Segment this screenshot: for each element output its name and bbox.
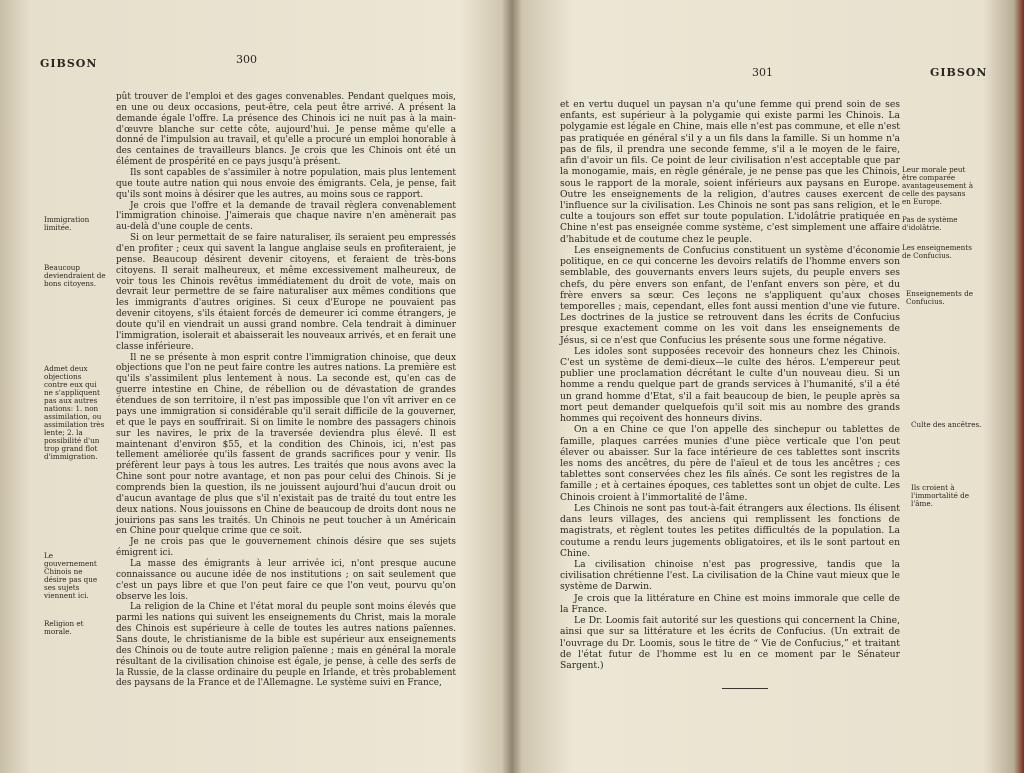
paragraph: La civilisation chinoise n'est pas progressive, tandis que la civilisation chrétienne l'est. La civilisation de la Chine vaut mieux que le système de Darwin. <box>560 558 900 593</box>
right-body-text <box>560 99 900 671</box>
end-rule <box>722 688 768 689</box>
margin-note-objections: Admet deux objections contre eux qui ne s'appliquent pas aux autres nations: 1. non assimilation, ou assimilation très lente; 2. la possibilité d'un trop grand flot d'immigration. <box>44 364 105 461</box>
margin-note-immortality: Ils croient à l'immortalité de l'âme. <box>911 483 970 508</box>
margin-note-confucius: Les enseignements de Confucius. <box>902 243 972 260</box>
paragraph: Je ne crois pas que le gouvernement chinois désire que ses sujets émigrent ici. <box>116 537 456 559</box>
paragraph: et en vertu duquel un paysan n'a qu'une femme qui prend soin de ses enfants, est supérieur à la polygamie qui existe parmi les Chinois. La polygamie est légale en Chine, mais elle n'est pas commune, et elle n'est pas pratiquée en général s'il y a un fils dans la famille. Si un homme n'a pas de fils, il prendra une seconde femme, s'il a le moyen de le faire, afin d'avoir un fils. Ce point de leur civilisation n'est acceptable que par la monogamie, mais, en règle générale, je ne pense pas que les Chinois, sous le rapport de la morale, soient inférieurs aux paysans en Europe. Outre les enseignements de la religion, d'autres causes exercent de l'influence sur la civilisation. Les Chinois ne sont pas sans religion, et le culte a toujours son effet sur toute population. L'idolâtrie pratiquée en Chine n'est pas enseignée comme système, c'est simplement une affaire d'habitude et de coutume chez le peuple. <box>560 99 900 245</box>
margin-note-ancestors: Culte des ancêtres. <box>911 420 982 429</box>
paragraph: La religion de la Chine et l'état moral du peuple sont moins élevés que parmi les nations qui suivent les enseignements du Christ, mais la morale des Chinois est supérieure à celle de toutes les autres nations païennes. Sans doute, le christianisme de la bible est supérieur aux enseignements des Chinois ou de toute autre religion païenne ; mais en général la morale résultant de la civilisation chinoise est égale, je pense, à celle des serfs de la Russie, de la classe ordinaire du peuple en Irlande, et très probablement des paysans de la France et de l'Allemagne. Le système suivi en France, <box>116 602 456 689</box>
margin-note-immigration: Immigration limitée. <box>44 215 90 232</box>
running-head-left: GIBSON <box>40 57 98 70</box>
paragraph: Le Dr. Loomis fait autorité sur les questions qui concernent la Chine, ainsi que sur sa littérature et les écrits de Confucius. (Un extrait de l'ouvrage du Dr. Loomis, sous le titre de “ Vie de Confucius,” et traitant de l'état futur de l'homme est lu en ce moment par le Sénateur Sargent.) <box>560 615 900 671</box>
paragraph: Les idoles sont supposées recevoir des honneurs chez les Chinois. C'est un système de demi-dieux—le culte des héros. L'empereur peut publier une proclamation décrétant le culte d'un nouveau dieu. Si un homme a rendu quelque part de grands services à l'humanité, s'il a été un grand homme d'Etat, s'il a fait beaucoup de bien, le peuple après sa mort peut demander quelquefois qu'il soit mis au nombre des grands hommes qui reçoivent des honneurs divins. <box>560 345 900 425</box>
margin-note-government: Le gouvernement Chinois ne désire pas que ses sujets viennent ici. <box>44 551 98 600</box>
paragraph: pût trouver de l'emploi et des gages convenables. Pendant quelques mois, en une ou deux occasions, peut-être, cela peut être arrivé. A présent la demande égale l'offre. La présence des Chinois ici ne nuit pas à la main-d'œuvre blanche sur cette côte, aujourd'hui. Je pense même qu'elle a donné de l'impulsion au travail, et qu'elle a procuré un emploi honorable à des centaines de travailleurs blancs. Je crois que les Chinois ont été un élément de prospérité en ce pays jusqu'à présent. <box>116 92 456 168</box>
paragraph: Il ne se présente à mon esprit contre l'immigration chinoise, que deux objections que l'on ne peut faire contre les autres nations. La première est qu'ils s'assimilent plus lentement à nous. La seconde est, qu'en cas de guerre intestine en Chine, de rébellion ou de dévastation de grandes étendues de son territoire, il n'est pas impossible que l'on vît arriver en ce pays une immigration si considérable qu'il serait difficile de la gouverner, et que le pays en souffrirait. Si on limite le nombre des passagers chinois sur les navires, le prix de la traversée deviendra plus élevé. Il est maintenant d'environ $55, et la condition des Chinois, ici, n'est pas tellement améliorée qu'ils fassent de grands sacrifices pour y venir. Ils préfèrent leur pays à tous les autres. Les traités que nous avons avec la Chine sont pour notre avantage, et non pas pour celui des Chinois. Si je comprends bien la question, ils ne jouissent aujourd'hui d'aucun droit ou d'aucun avantage de plus que s'il n'existait pas de traité du tout entre les deux nations. Nous jouissons en Chine de beaucoup de droits dont nous ne jouirions pas sans les traités. Un Chinois ne peut toucher à un Américain en Chine pour quelque crime que ce soit. <box>116 352 456 537</box>
paragraph: Ils sont capables de s'assimiler à notre population, mais plus lentement que toute autre nation qui nous envoie des émigrants. Cela, je pense, fait qu'ils sont moins à désirer que les autres, au moins sous ce rapport. <box>116 168 456 200</box>
running-head-right: GIBSON <box>930 66 988 79</box>
left-page <box>0 0 500 773</box>
page-number-right: 301 <box>752 66 773 79</box>
right-page <box>510 0 1015 773</box>
paragraph: Les enseignements de Confucius constituent un système d'économie politique, en ce qui concerne les devoirs relatifs de l'homme envers son semblable, des gouvernants envers leurs sujets, du peuple envers ses chefs, du père envers son enfant, de l'enfant envers son père, et du frère envers sa sœur. Ces leçons ne s'appliquent qu'aux choses temporelles ; mais, cependant, elles font aussi mention d'une vie future. Les doctrines de la justice se retrouvent dans les écrits de Confucius presque exactement comme on les voit dans les enseignements de Jésus, si ce n'est que Confucius les présente sous une forme négative. <box>560 244 900 346</box>
margin-note-religion: Religion et morale. <box>44 619 84 636</box>
left-body-text <box>116 92 456 689</box>
margin-note-idolatry: Pas de système d'idolâtrie. <box>902 215 958 232</box>
margin-note-citizens: Beaucoup deviendraient de bons citoyens. <box>44 263 106 288</box>
paragraph: Si on leur permettait de se faire naturaliser, ils seraient peu empressés d'en profiter ; ceux qui savent la langue anglaise seuls en profiteraient, je pense. Beaucoup désirent devenir citoyens, et feraient de très-bons citoyens. Il serait malheureux, et même excessivement malheureux, de voir tous les Chinois revêtus immédiatement du droit de vote, mais on devrait leur permettre de se faire naturaliser aux mêmes conditions que les immigrants d'autres origines. Si ceux d'Europe ne pouvaient pas devenir citoyens, s'ils étaient forcés de demeurer ici comme étrangers, je doute qu'il en viendrait un aussi grand nombre. Cela tendrait à diminuer l'immigration, isolerait et abaisserait les nouveaux arrivés, et en ferait une classe inférieure. <box>116 233 456 352</box>
paragraph: La masse des émigrants à leur arrivée ici, n'ont presque aucune connaissance ou aucune idée de nos institutions ; on sait seulement que c'est un pays libre et que l'on peut faire ce que l'on veut, pourvu qu'on observe les lois. <box>116 558 456 602</box>
paragraph: Je crois que la littérature en Chine est moins immorale que celle de la France. <box>560 592 900 615</box>
margin-note-morale: Leur morale peut être comparée avantageusement à celle des paysans en Europe. <box>902 165 974 206</box>
paragraph: On a en Chine ce que l'on appelle des sinchepur ou tablettes de famille, plaques carrées munies d'une pièce verticale que l'on peut élever ou abaisser. Sur la face intérieure de ces tablettes sont inscrits les noms des ancêtres, du père de l'aïeul et de tous les ancêtres ; ces tablettes sont conservées chez les fils aînés. Ce sont les registres de la famille ; et à certaines époques, ces tablettes sont un objet de culte. Les Chinois croient à l'immortalité de l'âme. <box>560 424 900 503</box>
page-number-left: 300 <box>236 53 257 66</box>
paragraph: Les Chinois ne sont pas tout-à-fait étrangers aux élections. Ils élisent dans leurs villages, des anciens qui remplissent les fonctions de magistrats, et règlent toutes les petites difficultés de la population. La coutume a rendu leurs jugements obligatoires, et ils le sont partout en Chine. <box>560 502 900 559</box>
margin-note-teachings: Enseignements de Confucius. <box>906 289 974 306</box>
paragraph: Je crois que l'offre et la demande de travail règlera convenablement l'immigration chinoise. J'aimerais que chaque navire n'en amènerait pas au-delà d'une couple de cents. <box>116 200 456 233</box>
